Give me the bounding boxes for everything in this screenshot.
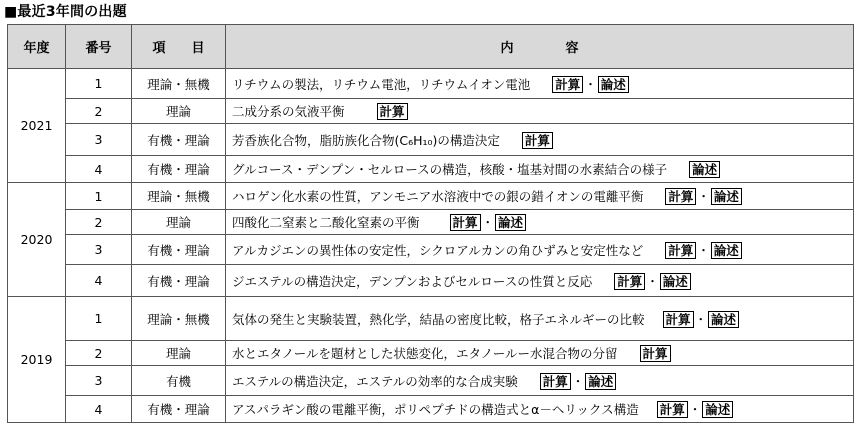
item-cell: 理論・無機 <box>132 69 226 99</box>
content-text: 気体の発生と実験装置，熱化学，結晶の密度比較，格子エネルギーの比較 <box>232 311 645 327</box>
content-text: 二成分系の気液平衡 <box>232 104 345 119</box>
item-cell: 理論 <box>132 210 226 235</box>
content-cell <box>226 396 854 423</box>
item-cell: 有機・理論 <box>132 124 226 156</box>
content-text: エステルの構造決定，エステルの効率的な合成実験 <box>232 373 518 389</box>
number-cell: 1 <box>66 183 132 210</box>
number-cell: 4 <box>66 396 132 423</box>
number-cell: 1 <box>66 297 132 341</box>
content-cell <box>226 69 854 99</box>
year-cell: 2020 <box>8 183 66 297</box>
content-cell <box>226 341 854 366</box>
content-text: グルコース・デンプン・セルロースの構造，核酸・塩基対間の水素結合の様子 <box>232 162 668 177</box>
table-row <box>8 341 854 366</box>
content-cell <box>226 366 854 396</box>
tag-separator: ・ <box>697 189 710 204</box>
exam-table <box>7 24 854 423</box>
item-cell: 有機 <box>132 366 226 396</box>
number-cell: 2 <box>66 210 132 235</box>
tag-separator: ・ <box>646 273 659 289</box>
table-row <box>8 297 854 341</box>
calc-tag: 計算 <box>657 401 688 418</box>
item-cell: 有機・理論 <box>132 156 226 183</box>
table-row <box>8 396 854 423</box>
content-text: 四酸化二窒素と二酸化窒素の平衡 <box>232 215 420 230</box>
header-item: 項 目 <box>132 25 226 69</box>
item-cell: 理論 <box>132 341 226 366</box>
content-text: アスパラギン酸の電離平衡，ポリペプチドの構造式とα－ヘリックス構造 <box>232 402 639 417</box>
calc-tag: 計算 <box>614 273 645 290</box>
item-cell: 理論 <box>132 99 226 124</box>
essay-tag: 論述 <box>711 242 742 259</box>
item-cell: 有機・理論 <box>132 265 226 297</box>
page-title: ■最近3年間の出題 <box>4 4 127 20</box>
tag-separator: ・ <box>481 215 495 230</box>
calc-tag: 計算 <box>377 103 408 120</box>
table-row <box>8 99 854 124</box>
number-cell: 4 <box>66 156 132 183</box>
number-cell: 3 <box>66 366 132 396</box>
content-cell <box>226 124 854 156</box>
content-cell <box>226 156 854 183</box>
essay-tag: 論述 <box>689 161 720 178</box>
content-cell <box>226 265 854 297</box>
content-text: ジエステルの構造決定，デンプンおよびセルロースの性質と反応 <box>232 273 593 289</box>
table-row <box>8 183 854 210</box>
year-cell: 2019 <box>8 297 66 423</box>
tag-separator: ・ <box>584 76 597 92</box>
number-cell: 3 <box>66 235 132 265</box>
table-row <box>8 124 854 156</box>
table-row <box>8 69 854 99</box>
calc-tag: 計算 <box>665 188 696 205</box>
item-cell: 有機・理論 <box>132 396 226 423</box>
essay-tag: 論述 <box>660 273 691 290</box>
content-cell <box>226 99 854 124</box>
number-cell: 2 <box>66 341 132 366</box>
item-cell: 理論・無機 <box>132 183 226 210</box>
calc-tag: 計算 <box>552 76 583 93</box>
header-row <box>8 25 854 69</box>
content-text: アルカジエンの異性体の安定性，シクロアルカンの角ひずみと安定性など <box>232 242 644 258</box>
content-cell <box>226 235 854 265</box>
calc-tag: 計算 <box>663 311 694 328</box>
calc-tag: 計算 <box>450 214 481 231</box>
essay-tag: 論述 <box>711 188 742 205</box>
content-text: 水とエタノールを題材とした状態変化，エタノールー水混合物の分留 <box>232 346 618 361</box>
number-cell: 4 <box>66 265 132 297</box>
content-text: リチウムの製法，リチウム電池，リチウムイオン電池 <box>232 76 531 92</box>
header-content: 内 容 <box>226 25 854 69</box>
table-row <box>8 366 854 396</box>
content-text: ハロゲン化水素の性質，アンモニア水溶液中での銀の錯イオンの電離平衡 <box>232 189 644 204</box>
number-cell: 3 <box>66 124 132 156</box>
calc-tag: 計算 <box>665 242 696 259</box>
essay-tag: 論述 <box>702 401 733 418</box>
table-row <box>8 156 854 183</box>
header-number: 番号 <box>66 25 132 69</box>
essay-tag: 論述 <box>585 373 616 390</box>
content-text: 芳香族化合物，脂肪族化合物(C₆H₁₀)の構造決定 <box>232 132 500 148</box>
tag-separator: ・ <box>571 373 585 389</box>
table-row <box>8 235 854 265</box>
number-cell: 2 <box>66 99 132 124</box>
calc-tag: 計算 <box>522 132 553 149</box>
calc-tag: 計算 <box>640 345 671 362</box>
content-cell <box>226 183 854 210</box>
essay-tag: 論述 <box>495 214 526 231</box>
content-cell <box>226 297 854 341</box>
content-cell <box>226 210 854 235</box>
tag-separator: ・ <box>697 242 710 258</box>
header-year: 年度 <box>8 25 66 69</box>
year-cell: 2021 <box>8 69 66 183</box>
essay-tag: 論述 <box>708 311 739 328</box>
tag-separator: ・ <box>694 311 708 327</box>
table-body <box>8 69 854 423</box>
calc-tag: 計算 <box>540 373 571 390</box>
item-cell: 理論・無機 <box>132 297 226 341</box>
number-cell: 1 <box>66 69 132 99</box>
item-cell: 有機・理論 <box>132 235 226 265</box>
essay-tag: 論述 <box>598 76 629 93</box>
table-row <box>8 265 854 297</box>
tag-separator: ・ <box>688 402 702 417</box>
table-row <box>8 210 854 235</box>
